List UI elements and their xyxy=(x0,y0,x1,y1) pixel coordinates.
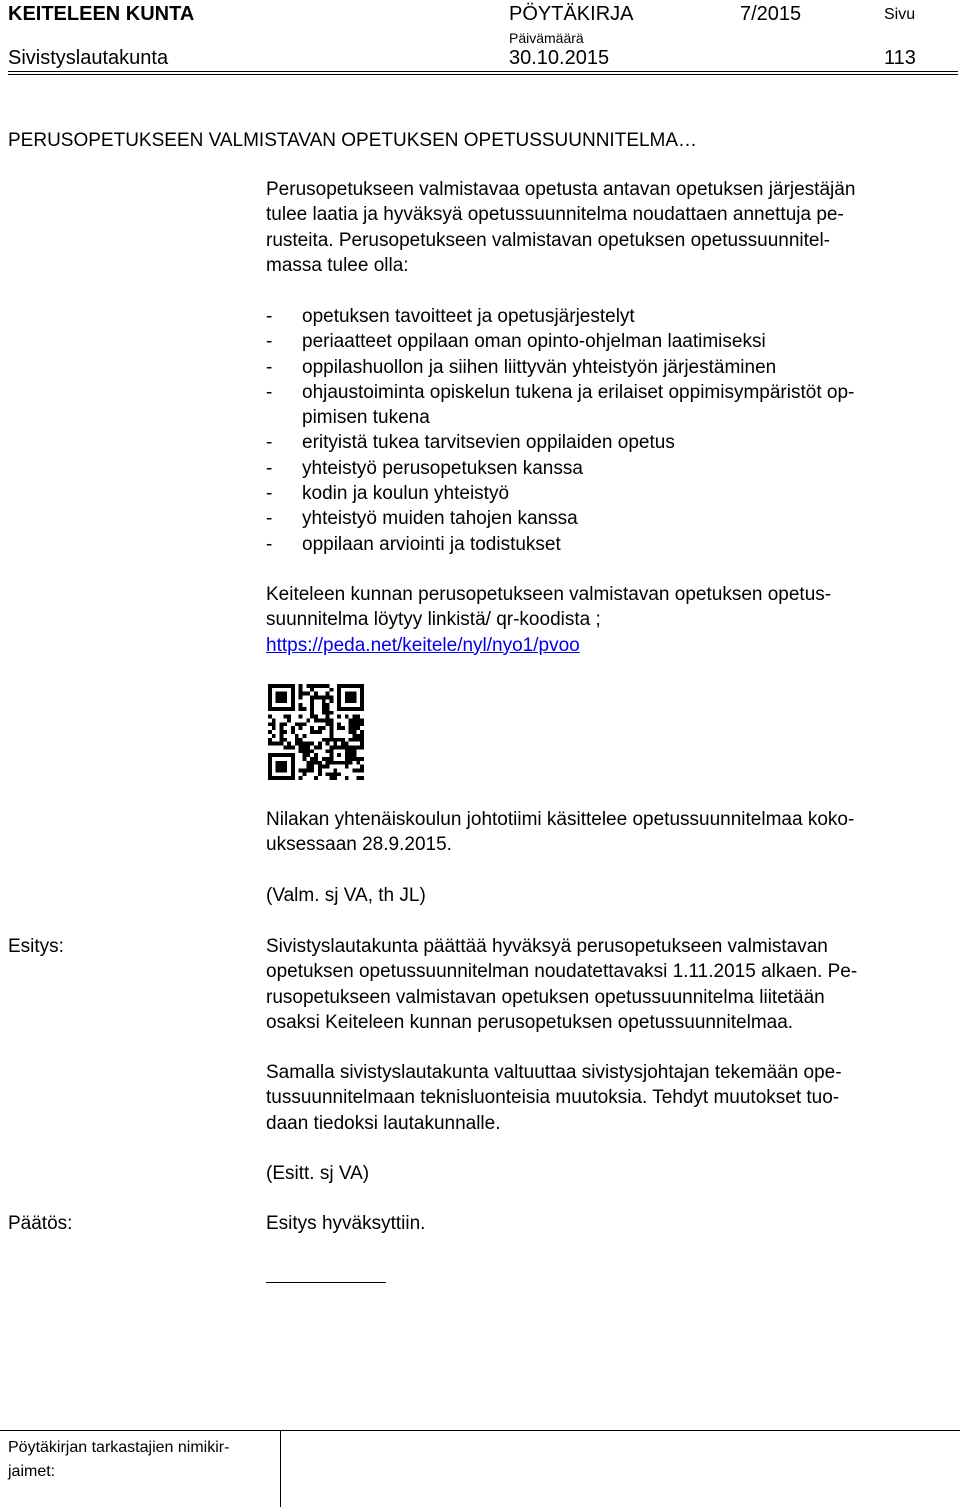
qr-code-icon[interactable] xyxy=(268,684,364,780)
footer-initials-label: Pöytäkirjan tarkastajien nimikir- jaimet: xyxy=(8,1439,230,1480)
document-type: PÖYTÄKIRJA xyxy=(509,3,634,25)
document-number: 7/2015 xyxy=(740,3,802,25)
date-label: Päivämäärä xyxy=(509,30,584,46)
list-dash: - xyxy=(266,356,273,378)
esitys-paragraph: Sivistyslautakunta päättää hyväksyä perusopetukseen valmistavan opetuksen opetussuunnitelman noudatettavaksi 1.11.2015 alkaen. Pe- rusopetukseen valmistavan opetuksen opetussuunnitelma liitetään osaksi Keiteleen kunnan perusopetuksen opetussuunnitelmaa. xyxy=(266,936,858,1033)
curriculum-link[interactable]: https://peda.net/keitele/nyl/nyo1/pvoo xyxy=(266,634,580,656)
footer-rule xyxy=(280,1430,960,1431)
list-item: - kodin ja koulun yhteistyö xyxy=(266,481,956,506)
list-dash: - xyxy=(266,306,273,327)
list-dash: - xyxy=(266,483,273,505)
list-item: - opetuksen tavoitteet ja opetusjärjestelyt xyxy=(266,304,956,329)
committee-name: Sivistyslautakunta xyxy=(8,47,169,69)
intro-line: Perusopetukseen valmistavaa opetusta antavan opetuksen järjestäjän xyxy=(266,179,856,200)
intro-line: massa tulee olla: xyxy=(266,254,409,276)
preparer-note: (Valm. sj VA, th JL) xyxy=(266,885,426,906)
paatos-label: Päätös: xyxy=(8,1213,73,1234)
list-item: - oppilaan arviointi ja todistukset xyxy=(266,532,956,557)
requirements-list xyxy=(266,304,956,557)
intro-line: tulee laatia ja hyväksyä opetussuunnitelma noudattaen annettuja pe- xyxy=(266,204,844,226)
list-item: - yhteistyö muiden tahojen kanssa xyxy=(266,506,956,531)
list-dash: - xyxy=(266,432,273,454)
municipality-name: KEITELEEN KUNTA xyxy=(8,3,195,25)
meeting-date: 30.10.2015 xyxy=(509,47,610,69)
nilakka-paragraph xyxy=(266,807,952,858)
list-item: - erityistä tukea tarvitsevien oppilaiden opetus xyxy=(266,430,956,455)
nilakka-line: uksessaan 28.9.2015. xyxy=(266,834,452,856)
nilakka-line: Nilakan yhtenäiskoulun johtotiimi käsittelee opetussuunnitelmaa koko- xyxy=(266,809,855,830)
esitys-label: Esitys: xyxy=(8,936,64,957)
header-rule-bottom xyxy=(8,74,958,75)
intro-line: rusteita. Perusopetukseen valmistavan opetuksen opetussuunnitel- xyxy=(266,229,831,251)
list-dash: - xyxy=(266,381,273,403)
page-label: Sivu xyxy=(884,6,916,23)
list-dash: - xyxy=(266,533,273,555)
presenter-note: (Esitt. sj VA) xyxy=(266,1163,370,1184)
list-dash: - xyxy=(266,508,273,530)
section-title: PERUSOPETUKSEEN VALMISTAVAN OPETUKSEN OPETUSSUUNNITELMA… xyxy=(8,130,698,151)
esitys-paragraph-2: Samalla sivistyslautakunta valtuuttaa sivistysjohtajan tekemään ope- tussuunnitelmaan teknisluonteisia muutoksia. Tehdyt muutokset tuo- daan tiedoksi lautakunnalle. xyxy=(266,1062,842,1134)
header-rule-top xyxy=(8,71,958,72)
list-item: - oppilashuollon ja siihen liittyvän yhteistyön järjestäminen xyxy=(266,355,956,380)
intro-paragraph xyxy=(266,177,952,278)
paatos-text: Esitys hyväksyttiin. xyxy=(266,1213,426,1234)
list-item: - yhteistyö perusopetuksen kanssa xyxy=(266,456,956,481)
signature-line xyxy=(266,1282,386,1283)
link-paragraph xyxy=(266,582,952,658)
list-item: - periaatteet oppilaan oman opinto-ohjelman laatimiseksi xyxy=(266,329,956,354)
list-item: - ohjaustoiminta opiskelun tukena ja erilaiset oppimisympäristöt op- pimisen tukena xyxy=(266,381,855,429)
link-para-line: suunnitelma löytyy linkistä/ qr-koodista ; xyxy=(266,609,601,631)
page-number: 113 xyxy=(884,47,916,69)
link-para-line: Keiteleen kunnan perusopetukseen valmistavan opetuksen opetus- xyxy=(266,584,832,605)
list-dash: - xyxy=(266,457,273,479)
list-dash: - xyxy=(266,331,273,353)
